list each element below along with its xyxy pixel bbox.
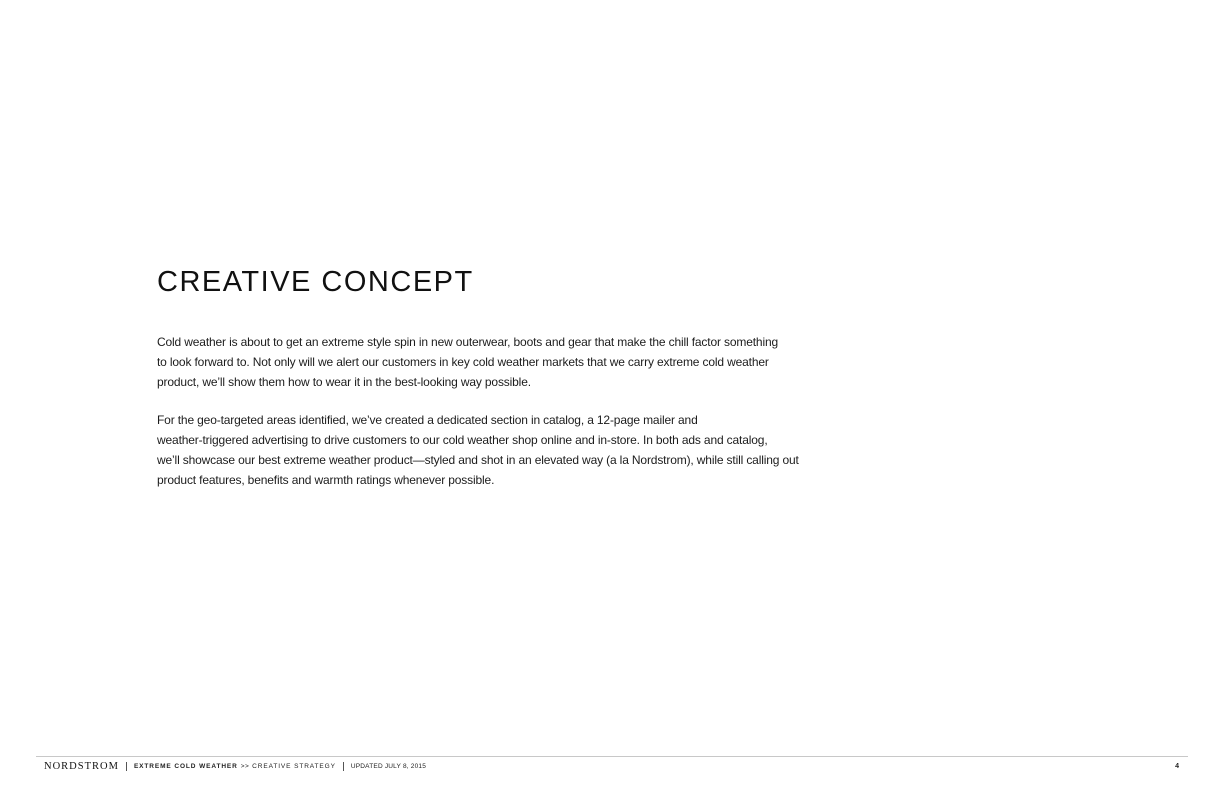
plan-line: product features, benefits and warmth ratings whenever possible. [157,473,495,487]
slide-title: CREATIVE CONCEPT [157,266,474,298]
footer-separator [126,762,127,771]
footer-updated-date: UPDATED JULY 8, 2015 [350,762,427,770]
page-number: 4 [1175,762,1179,770]
intro-line: Cold weather is about to get an extreme style spin in new outerwear, boots and gear that make the chill factor something [157,335,779,349]
footer-breadcrumb-arrow: >> [240,762,250,770]
footer-separator [343,762,344,771]
plan-line: we’ll showcase our best extreme weather product—styled and shot in an elevated way (a la Nordstrom), while still calling out [157,453,799,467]
brand-logo: NORDSTROM [44,760,119,772]
intro-line: product, we’ll show them how to wear it in the best-looking way possible. [157,375,531,389]
slide-content [157,262,837,490]
intro-paragraph [157,332,837,392]
footer-divider [36,756,1188,757]
intro-line: to look forward to. Not only will we alert our customers in key cold weather markets that we carry extreme cold weather [157,355,769,369]
page-footer [44,760,1180,772]
plan-paragraph [157,410,837,490]
footer-subsection: CREATIVE STRATEGY [252,762,336,770]
plan-line: For the geo-targeted areas identified, we’ve created a dedicated section in catalog, a 12-page mailer and [157,413,698,427]
footer-section: EXTREME COLD WEATHER [133,762,238,770]
plan-line: weather-triggered advertising to drive customers to our cold weather shop online and in-store. In both ads and catalog, [157,433,768,447]
